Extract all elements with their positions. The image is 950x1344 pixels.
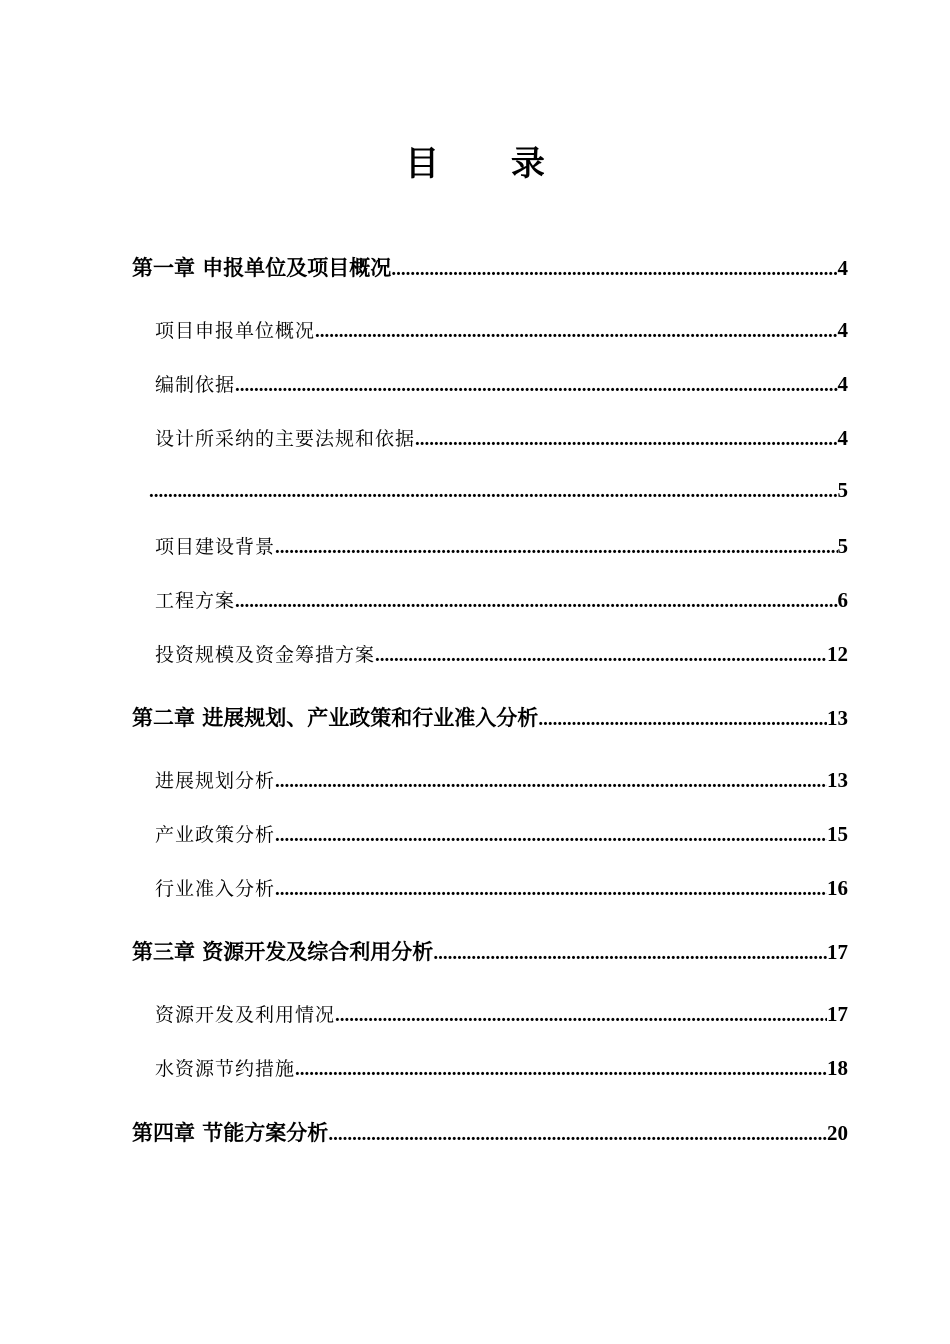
toc-section-industrial-policy[interactable] bbox=[155, 820, 848, 847]
toc-chapter-3[interactable] bbox=[132, 936, 848, 966]
toc-entry-title: 第二章 进展规划、产业政策和行业准入分析 bbox=[132, 706, 539, 730]
toc-page-number: 5 bbox=[837, 534, 848, 558]
page-title: 目 录 bbox=[405, 144, 575, 184]
toc-entry-title: 项目申报单位概况 bbox=[155, 320, 316, 342]
dot-leader bbox=[149, 481, 838, 503]
toc-entry-title: 项目建设背景 bbox=[155, 536, 276, 558]
toc-page-number: 4 bbox=[837, 372, 848, 396]
toc-section-industry-access[interactable] bbox=[155, 874, 848, 901]
dot-leader bbox=[433, 943, 827, 965]
toc-page-number: 4 bbox=[837, 426, 848, 450]
toc-section-background[interactable] bbox=[155, 532, 848, 559]
dot-leader bbox=[235, 375, 837, 397]
toc-page-number: 20 bbox=[827, 1121, 848, 1145]
dot-leader bbox=[315, 321, 837, 343]
toc-entry-title: 设计所采纳的主要法规和依据 bbox=[155, 428, 416, 450]
toc-section-water-saving[interactable] bbox=[155, 1054, 848, 1081]
toc-section-regulations[interactable] bbox=[155, 424, 848, 451]
toc-entry-title: 水资源节约措施 bbox=[155, 1058, 296, 1080]
toc-page-number: 13 bbox=[827, 768, 848, 792]
dot-leader bbox=[295, 1059, 827, 1081]
toc-chapter-4[interactable] bbox=[132, 1117, 848, 1147]
toc-section-engineering-plan[interactable] bbox=[155, 586, 848, 613]
toc-chapter-1[interactable] bbox=[132, 252, 848, 282]
toc-page-number: 5 bbox=[837, 478, 848, 502]
dot-leader bbox=[275, 879, 827, 901]
toc-page-number: 16 bbox=[827, 876, 848, 900]
toc-entry-title: 产业政策分析 bbox=[155, 824, 276, 846]
toc-page-number: 4 bbox=[837, 318, 848, 342]
toc-chapter-2[interactable] bbox=[132, 702, 848, 732]
toc-page-number: 15 bbox=[827, 822, 848, 846]
toc-entry-title: 第四章 节能方案分析 bbox=[132, 1121, 329, 1145]
toc-section-basis[interactable] bbox=[155, 370, 848, 397]
toc-section-applicant-overview[interactable] bbox=[155, 316, 848, 343]
toc-page-number: 6 bbox=[837, 588, 848, 612]
toc-page-number: 18 bbox=[827, 1056, 848, 1080]
toc-untitled-entry[interactable] bbox=[149, 478, 848, 503]
toc-entry-title: 第三章 资源开发及综合利用分析 bbox=[132, 940, 434, 964]
toc-entry-title: 资源开发及利用情况 bbox=[155, 1004, 336, 1026]
toc-section-development-planning[interactable] bbox=[155, 766, 848, 793]
dot-leader bbox=[275, 537, 837, 559]
toc-page-number: 4 bbox=[837, 256, 848, 280]
toc-entry-title: 第一章 申报单位及项目概况 bbox=[132, 256, 392, 280]
toc-entry-title: 行业准入分析 bbox=[155, 878, 276, 900]
toc-page-number: 17 bbox=[827, 1002, 848, 1026]
toc-entry-title: 工程方案 bbox=[155, 590, 236, 612]
toc-page-number: 17 bbox=[827, 940, 848, 964]
dot-leader bbox=[335, 1005, 827, 1027]
dot-leader bbox=[538, 709, 827, 731]
toc-page-number: 13 bbox=[827, 706, 848, 730]
toc-section-investment[interactable] bbox=[155, 640, 848, 667]
toc-page-number: 12 bbox=[827, 642, 848, 666]
dot-leader bbox=[391, 259, 837, 281]
dot-leader bbox=[375, 645, 827, 667]
toc-section-resource-use[interactable] bbox=[155, 1000, 848, 1027]
toc-entry-title: 投资规模及资金筹措方案 bbox=[155, 644, 376, 666]
toc-entry-title: 进展规划分析 bbox=[155, 770, 276, 792]
dot-leader bbox=[328, 1124, 827, 1146]
dot-leader bbox=[415, 429, 837, 451]
dot-leader bbox=[275, 771, 827, 793]
toc-entry-title: 编制依据 bbox=[155, 374, 236, 396]
dot-leader bbox=[275, 825, 827, 847]
dot-leader bbox=[235, 591, 837, 613]
